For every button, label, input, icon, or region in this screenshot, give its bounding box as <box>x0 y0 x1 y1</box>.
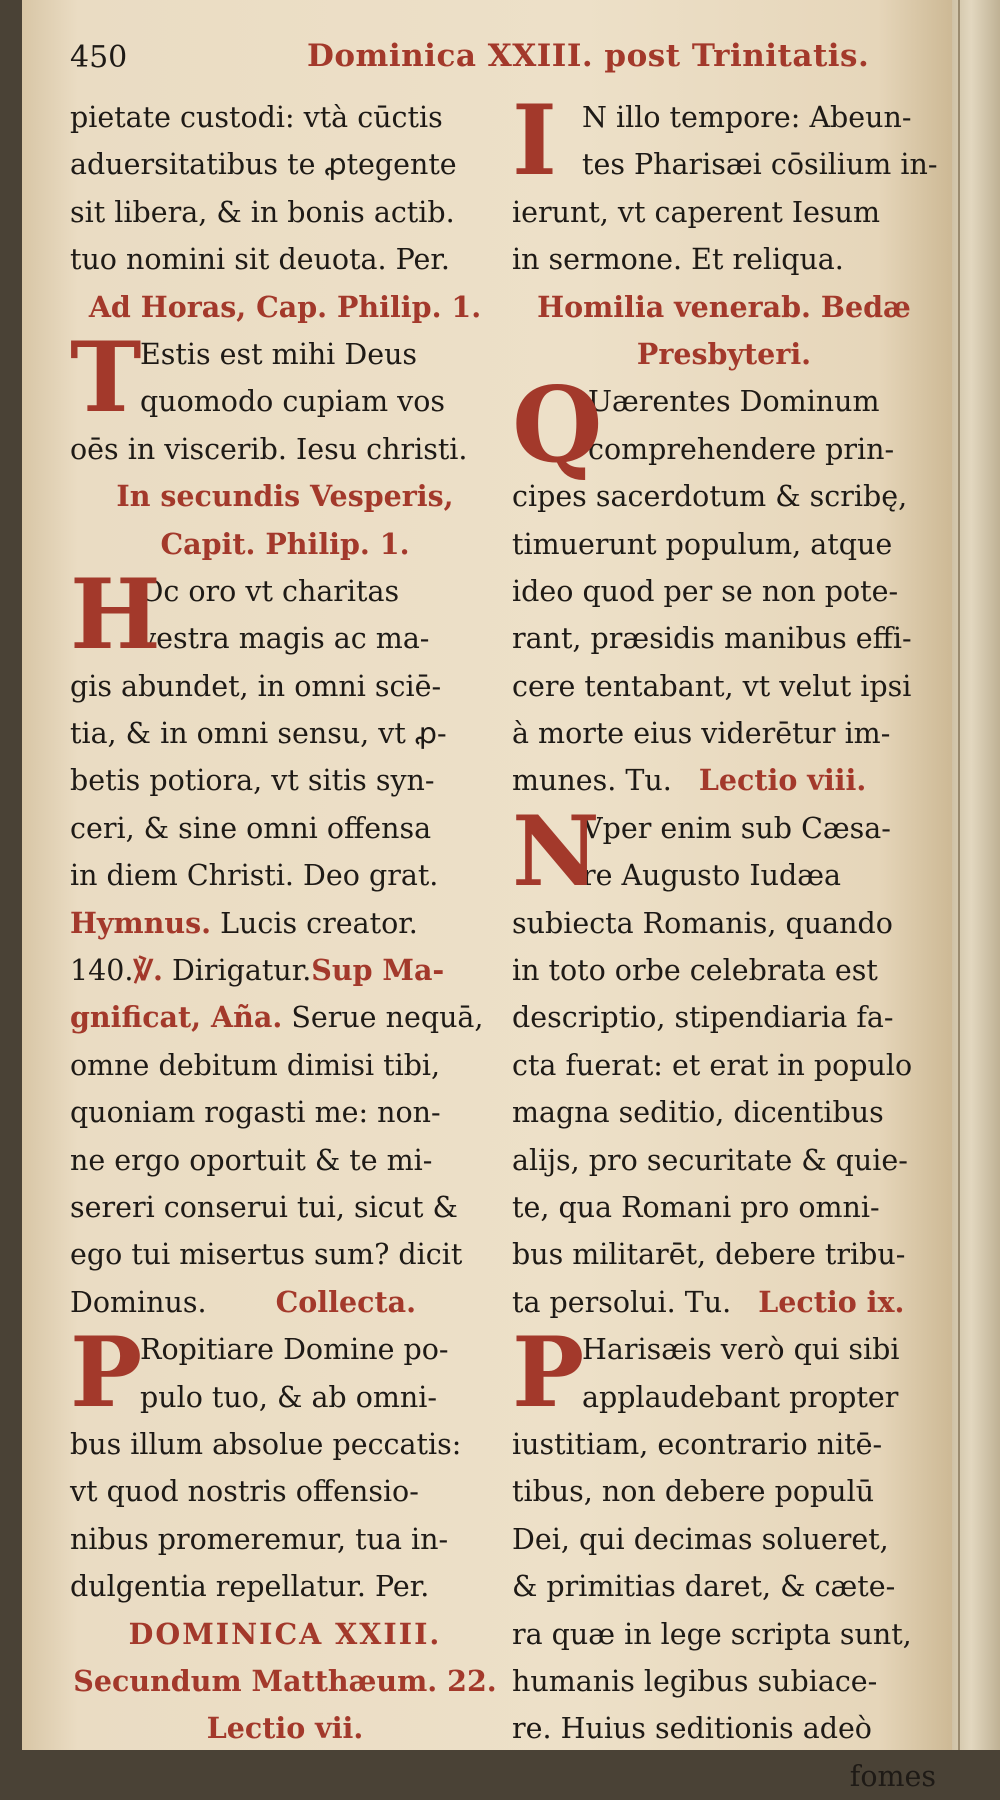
drop-cap: I <box>512 84 557 197</box>
secundum-heading: Secundum Matthæum. 22. <box>73 1663 497 1698</box>
text-line: rant, præsidis manibus effi- <box>512 622 912 656</box>
rubric-heading: Homilia venerab. Bedæ <box>537 289 911 324</box>
text-line: & primitias daret, & cæte- <box>512 1570 896 1604</box>
text-line: sereri conserui tui, sicut & <box>70 1190 458 1224</box>
text-line: re Augusto Iudæa <box>582 859 842 893</box>
text-line: omne debitum dimisi tibi, <box>70 1048 441 1082</box>
text-line: N illo tempore: Abeun- <box>582 101 912 134</box>
text-line: alijs, pro securitate & quie- <box>512 1143 908 1177</box>
text-line: pietate custodi: vtà cūctis <box>70 101 443 134</box>
text-line: Dei, qui decimas solueret, <box>512 1522 889 1556</box>
line-text: ta persolui. Tu. <box>512 1285 732 1319</box>
antiphon-line <box>70 994 500 1041</box>
text-line: cipes sacerdotum & scribę, <box>512 480 908 514</box>
book-page <box>22 0 952 1793</box>
page-edge-line <box>958 0 960 1750</box>
versicle-number: 140. <box>70 954 134 988</box>
text-line: vestra magis ac ma- <box>140 622 430 656</box>
drop-cap: H <box>70 557 161 671</box>
collecta-rubric: Collecta. <box>275 1284 416 1319</box>
rubric-heading: Ad Horas, Cap. Philip. 1. <box>88 289 482 324</box>
text-line: in sermone. Et reliqua. <box>512 243 844 277</box>
drop-cap: P <box>512 1316 585 1430</box>
paragraph-testis <box>70 320 500 473</box>
sup-magnificat-rubric: Sup Ma- <box>311 953 445 988</box>
text-line: bus militarēt, debere tribu- <box>512 1238 906 1272</box>
versicle-text: Dirigatur. <box>171 954 312 988</box>
text-line: gis abundet, in omni sciē- <box>70 669 442 703</box>
text-line: applaudebant propter <box>582 1380 899 1414</box>
text-line: ideo quod per se non pote- <box>512 574 899 608</box>
text-line: in diem Christi. Deo grat. <box>70 859 439 893</box>
text-line: tia, & in omni sensu, vt ꝓ- <box>70 717 447 751</box>
text-line: vt quod nostris offensio- <box>70 1475 419 1509</box>
rubric-heading: In secundis Vesperis, <box>116 479 454 514</box>
text-line: timuerunt populum, atque <box>512 527 893 561</box>
text-line: Estis est mihi Deus <box>140 337 418 371</box>
text-line: dulgentia repellatur. Per. <box>70 1570 430 1604</box>
paragraph-pharisaeis <box>512 1316 936 1800</box>
text-line: cta fuerat: et erat in populo <box>512 1048 913 1082</box>
text-line: te, qua Romani pro omni- <box>512 1190 880 1224</box>
line-text: munes. Tu. <box>512 764 672 798</box>
dominica-heading: DOMINICA XXIII. <box>128 1616 442 1651</box>
text-line: tuo nomini sit deuota. Per. <box>70 243 450 277</box>
text-line: Uærentes Dominum <box>588 385 880 419</box>
hymnus-line <box>70 900 500 947</box>
text-line: tes Pharisæi cōsilium in- <box>582 148 938 182</box>
text-line: subiecta Romanis, quando <box>512 906 893 940</box>
magnificat-rubric: gnificat, Aña. <box>70 1000 283 1035</box>
running-head: Dominica XXIII. post Trinitatis. <box>307 38 870 74</box>
text-line: tibus, non debere populū <box>512 1475 875 1509</box>
page-number: 450 <box>70 40 128 75</box>
right-column <box>512 84 938 1800</box>
rubric-heading: Capit. Philip. 1. <box>160 526 410 561</box>
text-line: Ropitiare Domine po- <box>140 1333 449 1367</box>
lectio-rubric: Lectio viii. <box>698 763 867 798</box>
paragraph-hoc-oro <box>70 557 500 900</box>
text-line: sit libera, & in bonis actib. <box>70 195 455 229</box>
versicle-mark: ℣. <box>133 953 163 988</box>
versicle-line <box>70 947 500 994</box>
text-line: quomodo cupiam vos <box>140 385 446 419</box>
text-line: magna seditio, dicentibus <box>512 1096 884 1130</box>
text-line: descriptio, stipendiaria fa- <box>512 1001 894 1035</box>
text-line: betis potiora, vt sitis syn- <box>70 764 435 798</box>
left-column <box>70 94 500 1753</box>
drop-cap: Q <box>512 363 603 487</box>
hymnus-text: Lucis creator. <box>220 906 418 940</box>
text-line: pulo tuo, & ab omni- <box>140 1380 438 1414</box>
text-line: cere tentabant, vt velut ipsi <box>512 669 912 703</box>
text-line: Harisæis verò qui sibi <box>582 1333 900 1367</box>
catchword: fomes <box>849 1759 936 1793</box>
text-line: oēs in viscerib. Iesu christi. <box>70 432 468 466</box>
text-line: bus illum absolue peccatis: <box>70 1427 462 1461</box>
text-line: Oc oro vt charitas <box>140 574 400 608</box>
drop-cap: N <box>512 794 600 908</box>
paragraph-propitiare <box>70 1316 500 1610</box>
text-line: iustitiam, econtrario nitē- <box>512 1427 883 1461</box>
hymnus-rubric: Hymnus. <box>70 905 212 940</box>
text-line: ierunt, vt caperent Iesum <box>512 195 881 229</box>
text-line: comprehendere prin- <box>588 432 895 466</box>
rubric-heading: Presbyteri. <box>636 336 812 371</box>
drop-cap: T <box>70 320 142 434</box>
text-line: re. Huius seditionis adeò <box>512 1712 872 1746</box>
paragraph-quaerentes <box>512 363 936 805</box>
text-line: in toto orbe celebrata est <box>512 954 878 988</box>
dominus-text: Dominus. <box>70 1285 207 1319</box>
paragraph-nuper <box>512 794 936 1326</box>
paragraph-in-illo <box>512 84 938 284</box>
antiphon-start: Serue nequā, <box>291 1001 484 1035</box>
text-line: humanis legibus subiace- <box>512 1664 878 1698</box>
drop-cap: P <box>70 1316 143 1430</box>
lectio-heading: Lectio vii. <box>206 1711 364 1746</box>
text-line: ego tui misertus sum? dicit <box>70 1238 463 1272</box>
text-line: ceri, & sine omni offensa <box>70 811 432 845</box>
text-line: quoniam rogasti me: non- <box>70 1096 441 1130</box>
text-line: Vper enim sub Cæsa- <box>582 811 891 845</box>
text-line: ne ergo oportuit & te mi- <box>70 1143 433 1177</box>
text-line: à morte eius viderētur im- <box>512 717 891 751</box>
text-line: nibus promeremur, tua in- <box>70 1522 449 1556</box>
text-line: ra quæ in lege scripta sunt, <box>512 1617 912 1651</box>
lectio-rubric: Lectio ix. <box>758 1284 905 1319</box>
text-line: aduersitatibus te ꝓtegente <box>70 148 457 182</box>
